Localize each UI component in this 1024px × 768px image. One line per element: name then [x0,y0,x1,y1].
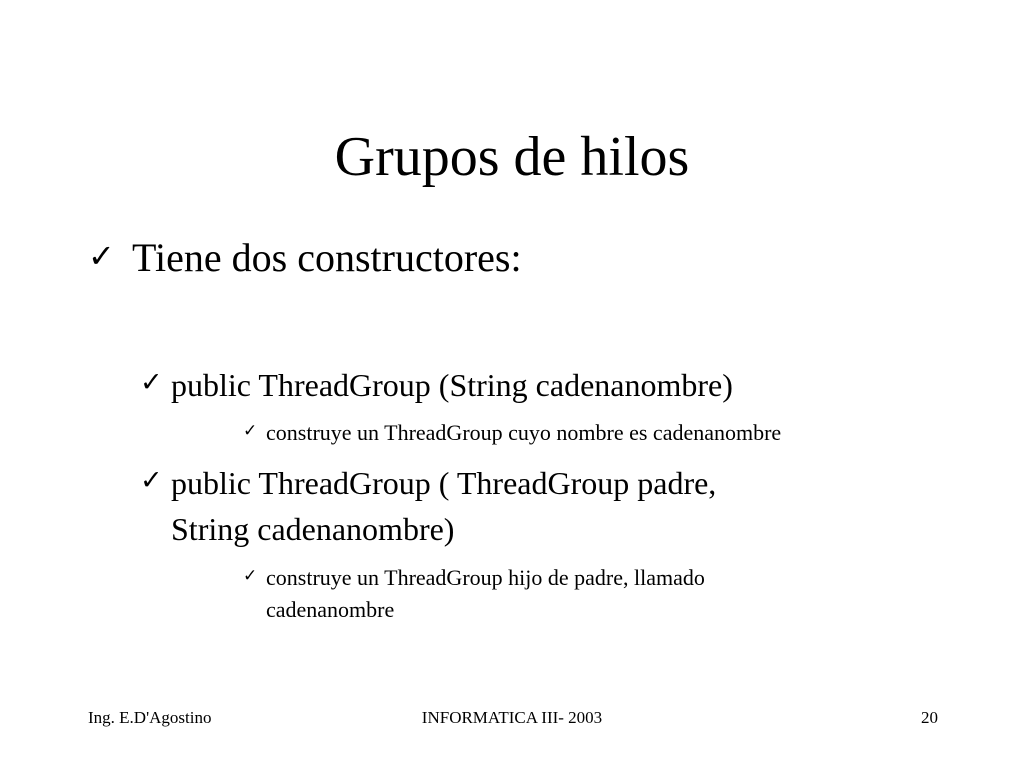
bullet-text-line-1: public ThreadGroup ( ThreadGroup padre, [171,465,717,501]
footer-course: INFORMATICA III- 2003 [421,708,603,727]
bullet-text: Tiene dos constructores: [132,235,522,280]
slide-title: Grupos de hilos [334,126,690,188]
bullet-level-2-constructor-2 [140,460,940,552]
bullet-level-1 [88,232,968,284]
bullet-level-3-description-2 [243,562,963,626]
footer-page-number: 20 [921,708,938,727]
bullet-text: public ThreadGroup (String cadenanombre) [171,367,733,403]
checkmark-icon: ✓ [140,367,163,398]
bullet-text-line-2: cadenanombre [266,597,395,622]
checkmark-icon: ✓ [243,566,258,586]
bullet-text: construye un ThreadGroup cuyo nombre es cadenanombre [266,420,782,445]
bullet-text [266,562,705,626]
bullet-level-2-constructor-1 [140,362,940,406]
bullet-text-line-2: String cadenanombre) [171,511,455,547]
bullet-text-line-1: construye un ThreadGroup hijo de padre, llamado [266,565,705,590]
footer-author: Ing. E.D'Agostino [88,708,212,727]
checkmark-icon: ✓ [243,421,258,441]
checkmark-icon: ✓ [88,237,115,275]
bullet-level-3-description-1 [243,417,963,447]
checkmark-icon: ✓ [140,465,163,496]
bullet-text [171,460,716,552]
